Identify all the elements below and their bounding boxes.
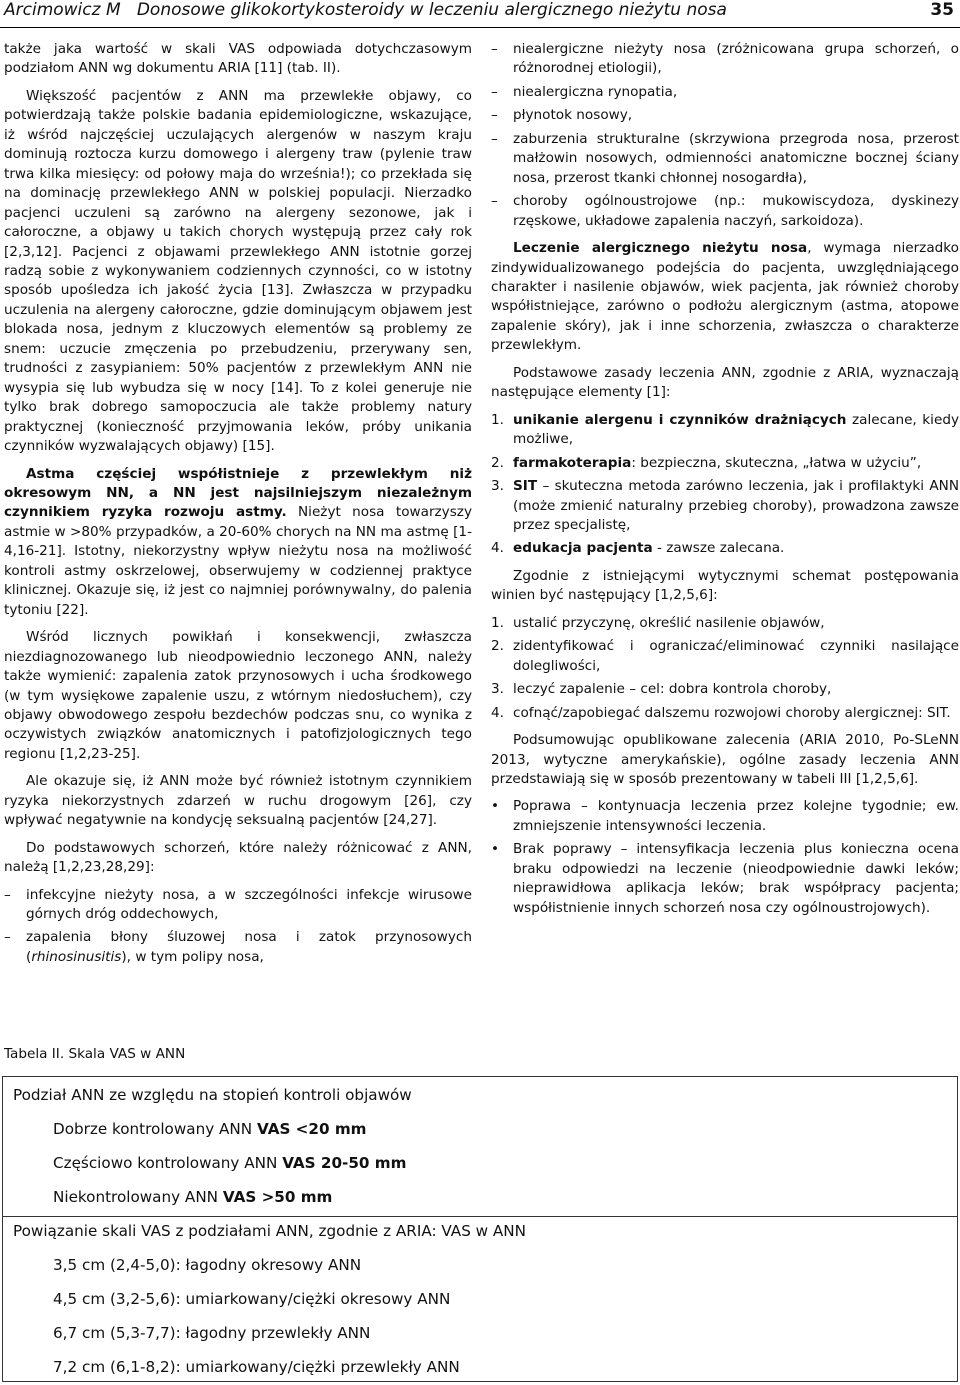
list-item: 4. edukacja pacjenta - zawsze zalecana.	[491, 539, 959, 558]
differential-list	[4, 886, 472, 968]
paragraph: Do podstawowych schorzeń, które należy różnicować z ANN, należą [1,2,23,28,29]:	[4, 839, 472, 876]
dash-marker: –	[491, 41, 498, 57]
dash-marker: –	[491, 107, 498, 124]
vas-table	[2, 1076, 958, 1382]
summary-bullet-list	[491, 797, 959, 918]
list-item: – niealergiczne nieżyty nosa (zróżnicowana grupa schorzeń, o różnorodnej etiologii),	[491, 41, 959, 77]
list-item: 2. farmakoterapia: bezpieczna, skuteczna, „łatwa w użyciu”,	[491, 454, 959, 473]
list-item: – zapalenia błony śluzowej nosa i zatok przynosowych (rhinosinusitis), w tym polipy nosa,	[4, 929, 472, 965]
list-item: 3. leczyć zapalenie – cel: dobra kontrola choroby,	[491, 680, 959, 699]
header-authors-title: Arcimowicz M Donosowe glikokortykosteroidy w leczeniu alergicznego nieżytu nosa	[4, 0, 727, 20]
dash-marker: –	[491, 130, 498, 147]
header-rule	[0, 27, 960, 28]
table-row: Częściowo kontrolowany ANN VAS 20-50 mm	[53, 1154, 407, 1172]
aria-principles-list	[491, 411, 959, 559]
differential-list-continued	[491, 40, 959, 231]
list-item: 1. unikanie alergenu i czynników drażniących zalecane, kiedy możliwe,	[491, 411, 959, 448]
list-item: – choroby ogólnoustrojowe (np.: mukowiscydoza, dyskinezy rzęskowe, układowe zapalenia naczyń, sarkoidoza).	[491, 193, 959, 229]
list-item: 3. SIT – skuteczna metoda zarówno leczenia, jak i profilaktyki ANN (może zmienić naturalny przebieg choroby), prowadzona zawsze przez specjalistę,	[491, 478, 959, 533]
list-number: 1.	[491, 411, 504, 428]
paragraph: także jaka wartość w skali VAS odpowiada dotychczasowym podziałom ANN wg dokumentu ARIA [11] (tab. II).	[4, 41, 472, 77]
list-item: • Poprawa – kontynuacja leczenia przez kolejne tygodnie; ew. zmniejszenie intensywności leczenia.	[491, 798, 959, 834]
list-number: 4.	[491, 540, 504, 557]
list-item: – zaburzenia strukturalne (skrzywiona przegroda nosa, przerost małżowin nosowych, odmienności anatomiczne bocznej ściany nosa, przerost tkanki chłonnej nosogardła),	[491, 130, 959, 186]
list-item: – infekcyjne nieżyty nosa, a w szczególności infekcje wirusowe górnych dróg oddechowych,	[4, 886, 472, 923]
page-number: 35	[930, 0, 954, 20]
paragraph: Podsumowując opublikowane zalecenia (ARIA 2010, Po-SLeNN 2013, wytyczne amerykańskie), ogólne zasady leczenia ANN przedstawiają się w sposób prezentowany w tabeli III [1,2,5,6].	[491, 732, 959, 787]
dash-marker: –	[491, 83, 498, 100]
list-number: 3.	[491, 478, 504, 495]
list-item: • Brak poprawy – intensyfikacja leczenia plus konieczna ocena braku odpowiedzi na leczenie (nieodpowiednie dawki leków; nieprawidłowa aplikacja leków; brak współpracy pacjenta; współistnienie innych schorzeń nosa czy ogólnoustrojowych).	[491, 841, 959, 916]
paragraph: Większość pacjentów z ANN ma przewlekłe objawy, co potwierdzają także polskie badania epidemiologiczne, wskazujące, iż wśród najczęściej uczulających alergenów w naszym kraju dominują roztocza kurzu domowego i alergeny traw (pylenie traw trwa kilka miesięcy: od połowy maja do września!); co przekłada się na dominację przewlekłego ANN w polskiej populacji. Nierzadko pacjenci uczuleni są zarówno na alergeny sezonowe, jak i całoroczne, a objawy u takich chorych występują przez cały rok [2,3,12]. Pacjenci z objawami przewlekłego ANN istotnie gorzej radzą sobie z wykonywaniem codziennych czynności, co w istotny sposób upośledza ich jakość życia [13]. Zwłaszcza w przypadku uczulenia na alergeny całoroczne, gdzie dominującym objawem jest blokada nosa, jednym z kluczowych elementów są problemy ze snem: uczucie zmęczenia po przebudzeniu, przerywany sen, trudności z zasypianiem: 50% pacjentów z przewlekłym ANN nie wysypia się lub wybudza się w nocy [14]. To z kolei generuje nie tylko brak dobrego samopoczucia ale także problemy natury praktycznej (konieczność przyjmowania leków, próby unikania czynników wyzwalających objawy) [15].	[4, 87, 472, 455]
paragraph: Zgodnie z istniejącymi wytycznymi schemat postępowania winien być następujący [1,2,5,6]:	[491, 567, 959, 604]
dash-marker: –	[4, 886, 11, 903]
list-item: – płynotok nosowy,	[491, 106, 959, 125]
dash-marker: –	[491, 193, 498, 210]
table-row: Niekontrolowany ANN VAS >50 mm	[53, 1188, 333, 1206]
table-row: Dobrze kontrolowany ANN VAS <20 mm	[53, 1120, 367, 1138]
paragraph: Podstawowe zasady leczenia ANN, zgodnie z ARIA, wyznaczają następujące elementy [1]:	[491, 364, 959, 401]
bold-lead: Leczenie alergicznego nieżytu nosa	[513, 240, 808, 257]
list-number: 1.	[491, 614, 504, 631]
management-steps-list	[491, 614, 959, 723]
list-item: 2. zidentyfikować i ograniczać/eliminować czynniki nasilające dolegliwości,	[491, 638, 959, 674]
dash-marker: –	[4, 929, 11, 946]
table-section-title: Podział ANN ze względu na stopień kontroli objawów	[13, 1086, 412, 1104]
table-row: 4,5 cm (3,2-5,6): umiarkowany/ciężki okresowy ANN	[53, 1290, 451, 1308]
list-number: 3.	[491, 681, 504, 698]
running-header	[0, 0, 960, 24]
paragraph: Ale okazuje się, iż ANN może być również istotnym czynnikiem ryzyka niekorzystnych zdarzeń w ruchu drogowym [26], czy wpływać negatywnie na kondycję seksualną pacjentów [24,27].	[4, 773, 472, 829]
table-row: 3,5 cm (2,4-5,0): łagodny okresowy ANN	[53, 1256, 362, 1274]
list-item: 4. cofnąć/zapobiegać dalszemu rozwojowi choroby alergicznej: SIT.	[491, 704, 959, 723]
list-number: 4.	[491, 704, 504, 721]
table-divider	[3, 1216, 957, 1217]
table-row: 7,2 cm (6,1-8,2): umiarkowany/ciężki przewlekły ANN	[53, 1358, 460, 1376]
paragraph: Astma częściej współistnieje z przewlekłym niż okresowym NN, a NN jest najsilniejszym niezależnym czynnikiem ryzyka rozwoju astmy. Nieżyt nosa towarzyszy astmie w >80% przypadków, a 20-60% chorych na NN ma astmę [1-4,16-21]. Istotny, niekorzystny wpływ nieżytu nosa na możliwość kontroli astmy oskrzelowej, obserwujemy w codziennej praktyce klinicznej. Okazuje się, iż jest co najmniej porównywalny, do palenia tytoniu [22].	[4, 465, 472, 618]
list-number: 2.	[491, 638, 504, 655]
list-number: 2.	[491, 454, 504, 471]
table-section-title: Powiązanie skali VAS z podziałami ANN, zgodnie z ARIA: VAS w ANN	[13, 1222, 527, 1240]
table-row: 6,7 cm (5,3-7,7): łagodny przewlekły ANN	[53, 1324, 371, 1342]
bullet-marker: •	[491, 798, 500, 815]
table-caption: Tabela II. Skala VAS w ANN	[4, 1046, 186, 1062]
paragraph: Wśród licznych powikłań i konsekwencji, zwłaszcza niezdiagnozowanego lub nieodpowiednio leczonego ANN, należy także wymienić: zapalenia zatok przynosowych i ucha środkowego (w tym wysiękowe zapalenie uszu, z wtórnym niedosłuchem), czy objawy obwodowego zespołu bezdechów podczas snu, co wynika z oczywistych związków anatomicznych i patofizjologicznych tego regionu [1,2,23-25].	[4, 629, 472, 762]
left-column	[4, 40, 472, 975]
list-item: – niealergiczna rynopatia,	[491, 83, 959, 102]
bullet-marker: •	[491, 841, 500, 858]
bold-statement: Astma częściej współistnieje z przewlekłym niż okresowym NN, a NN jest najsilniejszym niezależnym czynnikiem ryzyka rozwoju astmy.	[4, 465, 472, 521]
right-column	[491, 40, 959, 926]
paragraph: Leczenie alergicznego nieżytu nosa, wymaga nierzadko zindywidualizowanego podejścia do pacjenta, uwzględniającego charakter i nasilenie objawów, wiek pacjenta, jak również choroby współistniejące, zarówno o podłożu alergicznym (astma, atopowe zapalenie skóry), jak i inne schorzenia, zwłaszcza o charakterze przewlekłym.	[491, 240, 959, 354]
list-item: 1. ustalić przyczynę, określić nasilenie objawów,	[491, 614, 959, 633]
